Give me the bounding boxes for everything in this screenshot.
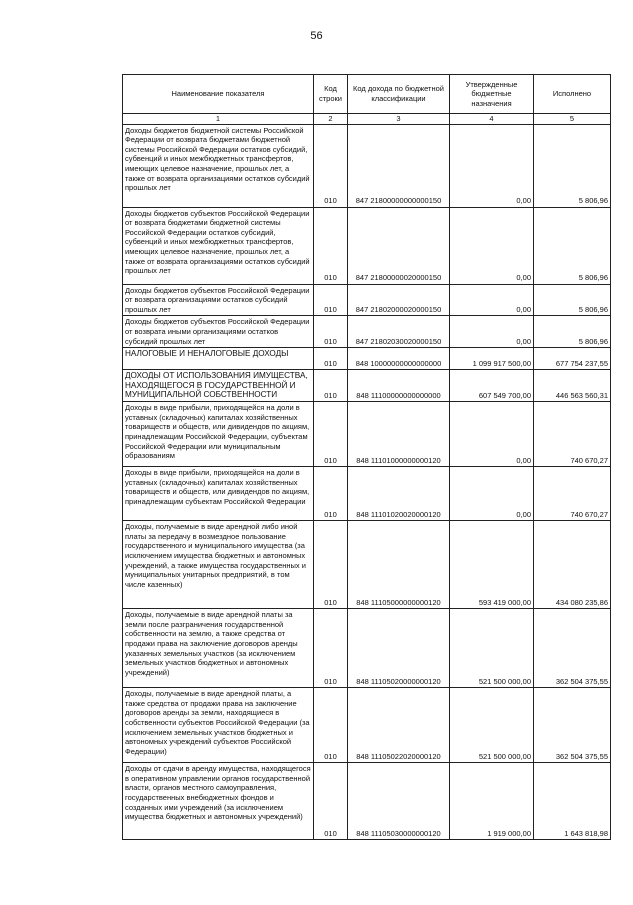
row-kbk: 848 11105000000000120 [348,521,450,609]
row-kbk: 848 11101020020000120 [348,467,450,521]
row-executed: 362 504 375,55 [534,688,611,763]
row-kbk: 848 11105020000000120 [348,609,450,688]
column-number: 2 [314,114,348,125]
row-kbk: 848 11105022020000120 [348,688,450,763]
row-executed: 446 563 560,31 [534,370,611,402]
row-executed: 5 806,96 [534,207,611,284]
row-approved: 1 099 917 500,00 [450,348,534,370]
row-name: Доходы бюджетов субъектов Российской Федерации от возврата бюджетами бюджетной системы Российской Федерации остатков субсидий, субвенций и иных межбюджетных трансфертов, имеющих целевое назначение, прошлых лет, а также от возврата организациями остатков субсидий прошлых лет [123,207,314,284]
header-executed: Исполнено [534,75,611,114]
row-approved: 0,00 [450,467,534,521]
column-number-row [123,114,611,125]
header-row [123,75,611,114]
row-code: 010 [314,521,348,609]
column-number: 5 [534,114,611,125]
row-kbk: 847 21800000000000150 [348,124,450,207]
row-name: Доходы бюджетов субъектов Российской Федерации от возврата организациями остатков субсидий прошлых лет [123,284,314,316]
row-kbk: 848 10000000000000000 [348,348,450,370]
header-approved: Утвержденные бюджетные назначения [450,75,534,114]
row-code: 010 [314,467,348,521]
row-approved: 0,00 [450,284,534,316]
table-row [123,284,611,316]
row-name: Доходы в виде прибыли, приходящейся на доли в уставных (складочных) капиталах хозяйственных товариществ и обществ, или дивидендов по акциям, принадлежащим Российской Федерации, субъектам Российской Федерации или муниципальным образованиям [123,402,314,467]
row-approved: 0,00 [450,207,534,284]
header-code: Код строки [314,75,348,114]
table-row [123,609,611,688]
row-name: НАЛОГОВЫЕ И НЕНАЛОГОВЫЕ ДОХОДЫ [123,348,314,370]
row-executed: 740 670,27 [534,467,611,521]
row-executed: 5 806,96 [534,284,611,316]
table-row [123,402,611,467]
row-name: Доходы бюджетов бюджетной системы Российской Федерации от возврата бюджетами бюджетной системы Российской Федерации остатков субсидий, субвенций и иных межбюджетных трансфертов, имеющих целевое назначение, прошлых лет, а также от возврата организациями остатков субсидий прошлых лет [123,124,314,207]
row-name: Доходы, получаемые в виде арендной платы за земли после разграничения государственной собственности на землю, а также средства от продажи права на заключение договоров аренды указанных земельных участков (за исключением земельных участков бюджетных и автономных учреждений) [123,609,314,688]
row-approved: 521 500 000,00 [450,688,534,763]
page-number: 56 [310,30,323,42]
row-kbk: 847 21802030020000150 [348,316,450,348]
row-code: 010 [314,370,348,402]
table-row [123,348,611,370]
row-kbk: 848 11105030000000120 [348,763,450,840]
table-row [123,316,611,348]
row-approved: 0,00 [450,316,534,348]
row-name: Доходы бюджетов субъектов Российской Федерации от возврата иными организациями остатков субсидий прошлых лет [123,316,314,348]
row-executed: 5 806,96 [534,124,611,207]
row-code: 010 [314,316,348,348]
row-kbk: 848 11100000000000000 [348,370,450,402]
column-number: 1 [123,114,314,125]
row-code: 010 [314,124,348,207]
row-kbk: 848 11101000000000120 [348,402,450,467]
row-code: 010 [314,402,348,467]
table-row [123,763,611,840]
row-name: Доходы, получаемые в виде арендной либо иной платы за передачу в возмездное пользование государственного и муниципального имущества (за исключением имущества бюджетных и автономных учреждений, а также имущества государственных и муниципальных унитарных предприятий, в том числе казенных) [123,521,314,609]
table-row [123,370,611,402]
row-name: Доходы в виде прибыли, приходящейся на доли в уставных (складочных) капиталах хозяйственных товариществ и обществ, или дивидендов по акциям, принадлежащим субъектам Российской Федерации [123,467,314,521]
row-code: 010 [314,609,348,688]
row-executed: 677 754 237,55 [534,348,611,370]
column-number: 3 [348,114,450,125]
header-name: Наименование показателя [123,75,314,114]
table-row [123,124,611,207]
row-code: 010 [314,688,348,763]
row-executed: 5 806,96 [534,316,611,348]
row-executed: 1 643 818,98 [534,763,611,840]
row-approved: 1 919 000,00 [450,763,534,840]
row-name: ДОХОДЫ ОТ ИСПОЛЬЗОВАНИЯ ИМУЩЕСТВА, НАХОДЯЩЕГОСЯ В ГОСУДАРСТВЕННОЙ И МУНИЦИПАЛЬНОЙ СОБСТВЕННОСТИ [123,370,314,402]
row-code: 010 [314,207,348,284]
row-name: Доходы, получаемые в виде арендной платы, а также средства от продажи права на заключение договоров аренды за земли, находящиеся в собственности субъектов Российской Федерации (за исключением земельных участков бюджетных и автономных учреждений субъектов Российской Федерации) [123,688,314,763]
table-row [123,207,611,284]
row-executed: 362 504 375,55 [534,609,611,688]
row-kbk: 847 21800000020000150 [348,207,450,284]
row-code: 010 [314,348,348,370]
row-code: 010 [314,763,348,840]
row-approved: 0,00 [450,402,534,467]
row-approved: 593 419 000,00 [450,521,534,609]
row-executed: 740 670,27 [534,402,611,467]
row-executed: 434 080 235,86 [534,521,611,609]
table-row [123,688,611,763]
column-number: 4 [450,114,534,125]
row-approved: 607 549 700,00 [450,370,534,402]
table-row [123,467,611,521]
table-row [123,521,611,609]
row-approved: 0,00 [450,124,534,207]
header-kbk: Код дохода по бюджетной классификации [348,75,450,114]
row-name: Доходы от сдачи в аренду имущества, находящегося в оперативном управлении органов государственной власти, органов местного самоуправления, государственных внебюджетных фондов и созданных ими учреждений (за исключением имущества бюджетных и автономных учреждений) [123,763,314,840]
report-table [122,74,611,840]
row-code: 010 [314,284,348,316]
row-kbk: 847 21802000020000150 [348,284,450,316]
row-approved: 521 500 000,00 [450,609,534,688]
